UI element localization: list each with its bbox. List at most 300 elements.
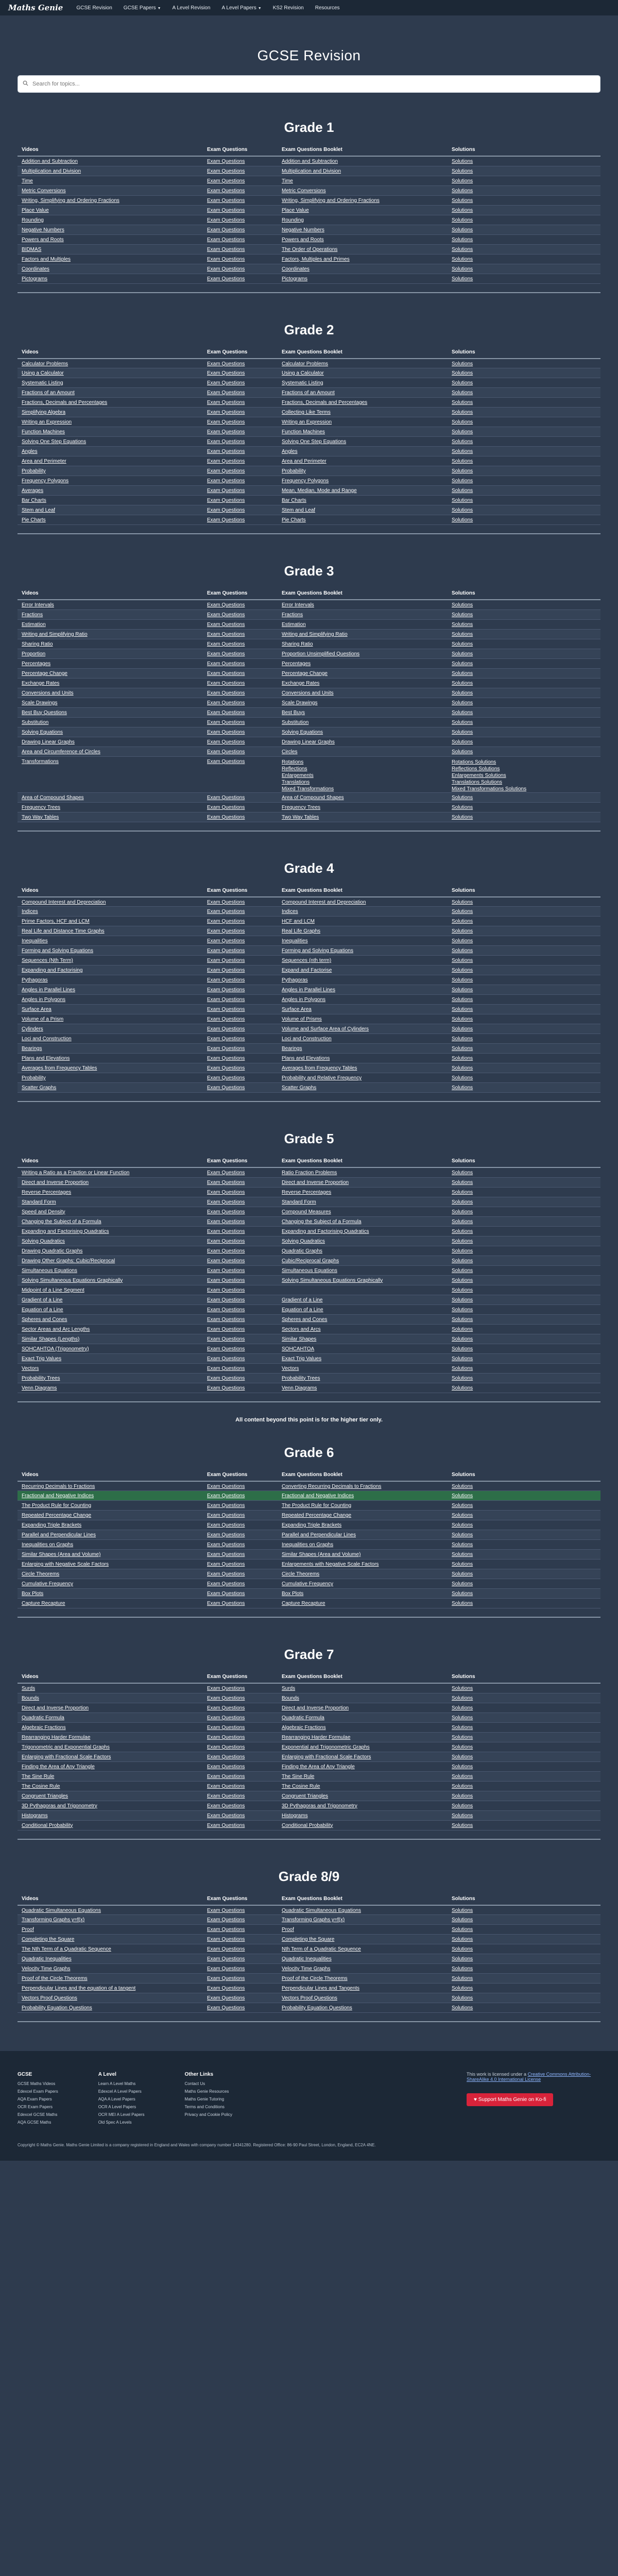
video-link[interactable]: Vectors: [22, 1365, 39, 1371]
video-link[interactable]: Compound Interest and Depreciation: [22, 899, 106, 905]
booklet-link[interactable]: Probability Equation Questions: [282, 2005, 352, 2011]
video-link[interactable]: Circle Theorems: [22, 1571, 60, 1577]
solutions-link[interactable]: Solutions: [452, 919, 473, 924]
video-link[interactable]: Writing an Expression: [22, 419, 72, 425]
booklet-link[interactable]: Conditional Probability: [282, 1822, 333, 1828]
solutions-link[interactable]: Solutions: [452, 729, 473, 735]
solutions-link[interactable]: Solutions: [452, 1199, 473, 1205]
exam-questions-link[interactable]: Exam Questions: [207, 1754, 245, 1760]
exam-questions-link[interactable]: Exam Questions: [207, 1007, 245, 1012]
booklet-link[interactable]: The Order of Operations: [282, 246, 338, 252]
booklet-link[interactable]: Expanding Triple Brackets: [282, 1522, 342, 1528]
footer-link[interactable]: Privacy and Cookie Policy: [184, 2112, 233, 2117]
solutions-link[interactable]: Solutions: [452, 1287, 473, 1293]
booklet-link[interactable]: Circles: [282, 749, 298, 755]
exam-questions-link[interactable]: Exam Questions: [207, 256, 245, 262]
video-link[interactable]: Changing the Subject of a Formula: [22, 1218, 101, 1225]
video-link[interactable]: Congruent Triangles: [22, 1793, 68, 1799]
solutions-link[interactable]: Solutions: [452, 1307, 473, 1313]
exam-questions-link[interactable]: Exam Questions: [207, 2005, 245, 2011]
exam-questions-link[interactable]: Exam Questions: [207, 1812, 245, 1819]
exam-questions-link[interactable]: Exam Questions: [207, 794, 245, 801]
video-link[interactable]: Solving One Step Equations: [22, 439, 87, 445]
booklet-link[interactable]: Surds: [282, 1686, 296, 1691]
video-link[interactable]: Exchange Rates: [22, 680, 60, 686]
exam-questions-link[interactable]: Exam Questions: [207, 498, 245, 503]
solutions-link[interactable]: Solutions: [452, 266, 473, 272]
booklet-link[interactable]: Direct and Inverse Proportion: [282, 1179, 349, 1185]
solutions-link[interactable]: Solutions: [452, 968, 473, 973]
footer-link[interactable]: Edexcel GCSE Maths: [18, 2112, 58, 2117]
video-link[interactable]: Enlarging with Negative Scale Factors: [22, 1562, 109, 1567]
booklet-link[interactable]: SOHCAHTOA: [282, 1346, 315, 1352]
booklet-link[interactable]: Enlargements: [282, 772, 314, 778]
solutions-link[interactable]: Solutions: [452, 1228, 473, 1234]
exam-questions-link[interactable]: Exam Questions: [207, 1297, 245, 1303]
exam-questions-link[interactable]: Exam Questions: [207, 217, 245, 223]
solutions-link[interactable]: Solutions: [452, 1822, 473, 1828]
video-link[interactable]: Prime Factors, HCF and LCM: [22, 919, 90, 924]
solutions-link[interactable]: Solutions: [452, 958, 473, 963]
booklet-link[interactable]: Volume and Surface Area of Cylinders: [282, 1026, 369, 1032]
solutions-link[interactable]: Solutions: [452, 246, 473, 252]
booklet-link[interactable]: The Sine Rule: [282, 1773, 315, 1780]
booklet-link[interactable]: Spheres and Cones: [282, 1316, 328, 1323]
solutions-link[interactable]: Solutions: [452, 517, 473, 523]
solutions-link[interactable]: Solutions: [452, 459, 473, 464]
booklet-link[interactable]: Venn Diagrams: [282, 1385, 317, 1391]
booklet-link[interactable]: Multiplication and Division: [282, 168, 341, 174]
solutions-link[interactable]: Solutions: [452, 1218, 473, 1225]
exam-questions-link[interactable]: Exam Questions: [207, 1503, 245, 1509]
exam-questions-link[interactable]: Exam Questions: [207, 1483, 245, 1489]
video-link[interactable]: Probability: [22, 468, 46, 474]
booklet-link[interactable]: Pythagoras: [282, 977, 308, 983]
video-link[interactable]: Histograms: [22, 1812, 48, 1819]
exam-questions-link[interactable]: Exam Questions: [207, 1822, 245, 1828]
video-link[interactable]: Perpendicular Lines and the equation of a tangent: [22, 1986, 136, 1991]
booklet-link[interactable]: Expand and Factorise: [282, 968, 332, 973]
booklet-link[interactable]: Box Plots: [282, 1591, 304, 1597]
exam-questions-link[interactable]: Exam Questions: [207, 1036, 245, 1042]
solutions-link[interactable]: Solutions: [452, 1966, 473, 1972]
exam-questions-link[interactable]: Exam Questions: [207, 439, 245, 445]
exam-questions-link[interactable]: Exam Questions: [207, 1793, 245, 1799]
exam-questions-link[interactable]: Exam Questions: [207, 390, 245, 396]
video-link[interactable]: Pythagoras: [22, 977, 48, 983]
exam-questions-link[interactable]: Exam Questions: [207, 1385, 245, 1391]
exam-questions-link[interactable]: Exam Questions: [207, 478, 245, 484]
booklet-link[interactable]: Volume of Prisms: [282, 1016, 322, 1022]
video-link[interactable]: Solving Equations: [22, 729, 63, 735]
solutions-link[interactable]: Solutions: [452, 1493, 473, 1499]
exam-questions-link[interactable]: Exam Questions: [207, 1209, 245, 1215]
donate-button[interactable]: ♥ Support Maths Genie on Ko-fi: [467, 2093, 553, 2106]
booklet-link[interactable]: Sharing Ratio: [282, 641, 313, 647]
booklet-link[interactable]: The Product Rule for Counting: [282, 1503, 352, 1509]
solutions-link[interactable]: Solutions: [452, 804, 473, 810]
video-link[interactable]: Velocity Time Graphs: [22, 1966, 71, 1972]
booklet-link[interactable]: Gradient of a Line: [282, 1297, 323, 1303]
video-link[interactable]: Transforming Graphs y=f(x): [22, 1917, 85, 1923]
video-link[interactable]: SOHCAHTOA (Trigonometry): [22, 1346, 89, 1352]
exam-questions-link[interactable]: Exam Questions: [207, 361, 245, 367]
booklet-link[interactable]: Exact Trig Values: [282, 1355, 322, 1362]
nav-ks2-revision[interactable]: KS2 Revision: [272, 5, 304, 11]
video-link[interactable]: Surds: [22, 1686, 36, 1691]
exam-questions-link[interactable]: Exam Questions: [207, 680, 245, 686]
exam-questions-link[interactable]: Exam Questions: [207, 739, 245, 745]
solutions-link[interactable]: Solutions: [452, 1695, 473, 1701]
exam-questions-link[interactable]: Exam Questions: [207, 1715, 245, 1721]
booklet-link[interactable]: Solving One Step Equations: [282, 439, 347, 445]
exam-questions-link[interactable]: Exam Questions: [207, 1316, 245, 1323]
booklet-link[interactable]: Time: [282, 178, 293, 184]
booklet-link[interactable]: Percentages: [282, 660, 311, 667]
video-link[interactable]: Trigonometric and Exponential Graphs: [22, 1744, 110, 1750]
solutions-link[interactable]: Solutions: [452, 168, 473, 174]
solutions-link[interactable]: Mixed Transformations Solutions: [452, 786, 527, 792]
solutions-link[interactable]: Solutions: [452, 159, 473, 164]
solutions-link[interactable]: Solutions: [452, 1542, 473, 1548]
solutions-link[interactable]: Solutions: [452, 1258, 473, 1264]
exam-questions-link[interactable]: Exam Questions: [207, 968, 245, 973]
video-link[interactable]: Simplifying Algebra: [22, 410, 66, 415]
solutions-link[interactable]: Solutions: [452, 1793, 473, 1799]
solutions-link[interactable]: Solutions: [452, 1007, 473, 1012]
exam-questions-link[interactable]: Exam Questions: [207, 670, 245, 676]
video-link[interactable]: Spheres and Cones: [22, 1316, 67, 1323]
video-link[interactable]: Scatter Graphs: [22, 1085, 57, 1091]
solutions-link[interactable]: Solutions: [452, 478, 473, 484]
booklet-link[interactable]: Converting Recurring Decimals to Fractions: [282, 1483, 382, 1489]
booklet-link[interactable]: Capture Recapture: [282, 1601, 325, 1606]
video-link[interactable]: Cylinders: [22, 1026, 43, 1032]
solutions-link[interactable]: Solutions: [452, 977, 473, 983]
nav-gcse-revision[interactable]: GCSE Revision: [76, 5, 112, 11]
booklet-link[interactable]: Histograms: [282, 1812, 308, 1819]
solutions-link[interactable]: Solutions: [452, 1995, 473, 2001]
solutions-link[interactable]: Solutions: [452, 1316, 473, 1323]
solutions-link[interactable]: Solutions: [452, 390, 473, 396]
solutions-link[interactable]: Solutions: [452, 1056, 473, 1061]
exam-questions-link[interactable]: Exam Questions: [207, 400, 245, 405]
booklet-link[interactable]: Angles in Parallel Lines: [282, 987, 335, 993]
video-link[interactable]: Drawing Linear Graphs: [22, 739, 75, 745]
exam-questions-link[interactable]: Exam Questions: [207, 1927, 245, 1933]
solutions-link[interactable]: Solutions: [452, 361, 473, 367]
video-link[interactable]: Expanding and Factorising: [22, 968, 83, 973]
video-link[interactable]: Addition and Subtraction: [22, 159, 78, 164]
solutions-link[interactable]: Solutions: [452, 1591, 473, 1597]
booklet-link[interactable]: Cumulative Frequency: [282, 1581, 334, 1587]
solutions-link[interactable]: Solutions: [452, 987, 473, 993]
video-link[interactable]: Similar Shapes (Lengths): [22, 1336, 80, 1342]
solutions-link[interactable]: Solutions: [452, 909, 473, 914]
solutions-link[interactable]: Solutions: [452, 400, 473, 405]
exam-questions-link[interactable]: Exam Questions: [207, 1075, 245, 1081]
booklet-link[interactable]: Solving Quadratics: [282, 1238, 325, 1244]
solutions-link[interactable]: Solutions: [452, 1375, 473, 1381]
booklet-link[interactable]: Stem and Leaf: [282, 507, 316, 513]
booklet-link[interactable]: Writing, Simplifying and Ordering Fractions: [282, 197, 380, 204]
booklet-link[interactable]: Pictograms: [282, 276, 308, 282]
footer-link[interactable]: Maths Genie Resources: [184, 2089, 229, 2094]
booklet-link[interactable]: Pie Charts: [282, 517, 306, 523]
solutions-link[interactable]: Solutions: [452, 227, 473, 233]
booklet-link[interactable]: Fractions, Decimals and Percentages: [282, 400, 368, 405]
video-link[interactable]: Expanding Triple Brackets: [22, 1522, 82, 1528]
booklet-link[interactable]: Indices: [282, 909, 298, 914]
solutions-link[interactable]: Solutions: [452, 1075, 473, 1081]
booklet-link[interactable]: Plans and Elevations: [282, 1056, 330, 1061]
exam-questions-link[interactable]: Exam Questions: [207, 1046, 245, 1052]
exam-questions-link[interactable]: Exam Questions: [207, 1258, 245, 1264]
booklet-link[interactable]: Using a Calculator: [282, 370, 324, 376]
booklet-link[interactable]: Estimation: [282, 621, 306, 628]
booklet-link[interactable]: Translations: [282, 779, 310, 785]
solutions-link[interactable]: Solutions: [452, 602, 473, 608]
video-link[interactable]: Averages: [22, 488, 44, 494]
exam-questions-link[interactable]: Exam Questions: [207, 1238, 245, 1244]
exam-questions-link[interactable]: Exam Questions: [207, 899, 245, 905]
solutions-link[interactable]: Solutions: [452, 1917, 473, 1923]
video-link[interactable]: Midpoint of a Line Segment: [22, 1287, 84, 1293]
video-link[interactable]: Plans and Elevations: [22, 1056, 70, 1061]
solutions-link[interactable]: Solutions: [452, 1907, 473, 1913]
solutions-link[interactable]: Solutions: [452, 1734, 473, 1740]
solutions-link[interactable]: Solutions: [452, 1562, 473, 1567]
exam-questions-link[interactable]: Exam Questions: [207, 1228, 245, 1234]
video-link[interactable]: Vectors Proof Questions: [22, 1995, 77, 2001]
solutions-link[interactable]: Solutions: [452, 719, 473, 725]
video-link[interactable]: Conversions and Units: [22, 690, 74, 696]
solutions-link[interactable]: Solutions: [452, 178, 473, 184]
booklet-link[interactable]: Quadratic Graphs: [282, 1248, 322, 1254]
video-link[interactable]: Bearings: [22, 1046, 42, 1052]
booklet-link[interactable]: Angles in Polygons: [282, 997, 326, 1003]
video-link[interactable]: Best Buy Questions: [22, 709, 67, 716]
booklet-link[interactable]: Drawing Linear Graphs: [282, 739, 335, 745]
exam-questions-link[interactable]: Exam Questions: [207, 1591, 245, 1597]
video-link[interactable]: Area of Compound Shapes: [22, 794, 84, 801]
exam-questions-link[interactable]: Exam Questions: [207, 987, 245, 993]
video-link[interactable]: Equation of a Line: [22, 1307, 63, 1313]
video-link[interactable]: Writing and Simplifying Ratio: [22, 631, 88, 637]
solutions-link[interactable]: Solutions: [452, 1715, 473, 1721]
exam-questions-link[interactable]: Exam Questions: [207, 997, 245, 1003]
video-link[interactable]: Solving Quadratics: [22, 1238, 65, 1244]
exam-questions-link[interactable]: Exam Questions: [207, 380, 245, 386]
exam-questions-link[interactable]: Exam Questions: [207, 641, 245, 647]
booklet-link[interactable]: Quadratic Simultaneous Equations: [282, 1907, 361, 1913]
video-link[interactable]: 3D Pythagoras and Trigonometry: [22, 1803, 97, 1809]
exam-questions-link[interactable]: Exam Questions: [207, 1179, 245, 1185]
footer-link[interactable]: AQA GCSE Maths: [18, 2120, 52, 2125]
solutions-link[interactable]: Solutions: [452, 429, 473, 435]
video-link[interactable]: Drawing Quadratic Graphs: [22, 1248, 83, 1254]
exam-questions-link[interactable]: Exam Questions: [207, 159, 245, 164]
solutions-link[interactable]: Solutions: [452, 1365, 473, 1371]
footer-link[interactable]: Maths Genie Tutoring: [184, 2097, 225, 2102]
solutions-link[interactable]: Solutions: [452, 380, 473, 386]
exam-questions-link[interactable]: Exam Questions: [207, 1966, 245, 1972]
video-link[interactable]: Quadratic Simultaneous Equations: [22, 1907, 101, 1913]
video-link[interactable]: Negative Numbers: [22, 227, 64, 233]
exam-questions-link[interactable]: Exam Questions: [207, 1016, 245, 1022]
solutions-link[interactable]: Solutions: [452, 1927, 473, 1933]
booklet-link[interactable]: Substitution: [282, 719, 309, 725]
solutions-link[interactable]: Solutions: [452, 660, 473, 667]
booklet-link[interactable]: Reflections: [282, 766, 307, 772]
booklet-link[interactable]: Vectors: [282, 1365, 299, 1371]
exam-questions-link[interactable]: Exam Questions: [207, 197, 245, 204]
exam-questions-link[interactable]: Exam Questions: [207, 1218, 245, 1225]
solutions-link[interactable]: Enlargements Solutions: [452, 772, 506, 778]
exam-questions-link[interactable]: Exam Questions: [207, 1562, 245, 1567]
exam-questions-link[interactable]: Exam Questions: [207, 1783, 245, 1789]
solutions-link[interactable]: Solutions: [452, 997, 473, 1003]
video-link[interactable]: Percentages: [22, 660, 51, 667]
solutions-link[interactable]: Solutions: [452, 1189, 473, 1195]
exam-questions-link[interactable]: Exam Questions: [207, 507, 245, 513]
solutions-link[interactable]: Solutions: [452, 1326, 473, 1332]
solutions-link[interactable]: Solutions: [452, 928, 473, 934]
exam-questions-link[interactable]: Exam Questions: [207, 1946, 245, 1952]
video-link[interactable]: Transformations: [22, 758, 59, 765]
solutions-link[interactable]: Solutions: [452, 1783, 473, 1789]
exam-questions-link[interactable]: Exam Questions: [207, 1307, 245, 1313]
nav-a-level-papers[interactable]: A Level Papers ▼: [221, 5, 262, 11]
exam-questions-link[interactable]: Exam Questions: [207, 1986, 245, 1991]
video-link[interactable]: Completing the Square: [22, 1937, 75, 1942]
booklet-link[interactable]: Simultaneous Equations: [282, 1267, 337, 1274]
exam-questions-link[interactable]: Exam Questions: [207, 1199, 245, 1205]
exam-questions-link[interactable]: Exam Questions: [207, 1346, 245, 1352]
exam-questions-link[interactable]: Exam Questions: [207, 1601, 245, 1606]
solutions-link[interactable]: Solutions: [452, 938, 473, 944]
booklet-link[interactable]: Calculator Problems: [282, 361, 329, 367]
solutions-link[interactable]: Solutions: [452, 1355, 473, 1362]
exam-questions-link[interactable]: Exam Questions: [207, 719, 245, 725]
solutions-link[interactable]: Solutions: [452, 468, 473, 474]
booklet-link[interactable]: Quadratic Inequalities: [282, 1956, 332, 1962]
footer-link[interactable]: Edexcel Exam Papers: [18, 2089, 58, 2094]
exam-questions-link[interactable]: Exam Questions: [207, 631, 245, 637]
exam-questions-link[interactable]: Exam Questions: [207, 690, 245, 696]
booklet-link[interactable]: Fractional and Negative Indices: [282, 1493, 354, 1499]
exam-questions-link[interactable]: Exam Questions: [207, 1493, 245, 1499]
booklet-link[interactable]: Probability Trees: [282, 1375, 320, 1381]
video-link[interactable]: Surface Area: [22, 1007, 52, 1012]
solutions-link[interactable]: Solutions: [452, 1297, 473, 1303]
solutions-link[interactable]: Solutions: [452, 1946, 473, 1952]
footer-link[interactable]: OCR A Level Papers: [98, 2105, 136, 2109]
exam-questions-link[interactable]: Exam Questions: [207, 419, 245, 425]
solutions-link[interactable]: Solutions: [452, 207, 473, 213]
nav-resources[interactable]: Resources: [315, 5, 340, 11]
exam-questions-link[interactable]: Exam Questions: [207, 749, 245, 755]
solutions-link[interactable]: Solutions: [452, 641, 473, 647]
footer-link[interactable]: Old Spec A Levels: [98, 2120, 132, 2125]
booklet-link[interactable]: Place Value: [282, 207, 309, 213]
solutions-link[interactable]: Translations Solutions: [452, 779, 503, 785]
booklet-link[interactable]: Conversions and Units: [282, 690, 334, 696]
solutions-link[interactable]: Solutions: [452, 749, 473, 755]
video-link[interactable]: Parallel and Perpendicular Lines: [22, 1532, 96, 1538]
solutions-link[interactable]: Solutions: [452, 498, 473, 503]
solutions-link[interactable]: Solutions: [452, 1976, 473, 1981]
exam-questions-link[interactable]: Exam Questions: [207, 1917, 245, 1923]
exam-questions-link[interactable]: Exam Questions: [207, 1695, 245, 1701]
footer-link[interactable]: AQA Exam Papers: [18, 2097, 52, 2102]
video-link[interactable]: Standard Form: [22, 1199, 56, 1205]
booklet-link[interactable]: Frequency Polygons: [282, 478, 329, 484]
solutions-link[interactable]: Solutions: [452, 1571, 473, 1577]
exam-questions-link[interactable]: Exam Questions: [207, 1724, 245, 1731]
exam-questions-link[interactable]: Exam Questions: [207, 758, 245, 765]
video-link[interactable]: Writing a Ratio as a Fraction or Linear Function: [22, 1170, 130, 1176]
booklet-link[interactable]: Function Machines: [282, 429, 325, 435]
video-link[interactable]: Fractional and Negative Indices: [22, 1493, 94, 1499]
solutions-link[interactable]: Solutions: [452, 948, 473, 954]
video-link[interactable]: Similar Shapes (Area and Volume): [22, 1552, 101, 1557]
booklet-link[interactable]: Exchange Rates: [282, 680, 320, 686]
booklet-link[interactable]: Surface Area: [282, 1007, 312, 1012]
booklet-link[interactable]: Changing the Subject of a Formula: [282, 1218, 362, 1225]
video-link[interactable]: Time: [22, 178, 33, 184]
video-link[interactable]: Systematic Listing: [22, 380, 63, 386]
booklet-link[interactable]: Finding the Area of Any Triangle: [282, 1764, 355, 1770]
exam-questions-link[interactable]: Exam Questions: [207, 236, 245, 243]
nav-a-level-revision[interactable]: A Level Revision: [172, 5, 211, 11]
video-link[interactable]: Writing, Simplifying and Ordering Fractions: [22, 197, 119, 204]
solutions-link[interactable]: Solutions: [452, 1248, 473, 1254]
video-link[interactable]: Real Life and Distance Time Graphs: [22, 928, 105, 934]
solutions-link[interactable]: Solutions: [452, 1209, 473, 1215]
exam-questions-link[interactable]: Exam Questions: [207, 1686, 245, 1691]
booklet-link[interactable]: Equation of a Line: [282, 1307, 323, 1313]
solutions-link[interactable]: Solutions: [452, 1937, 473, 1942]
exam-questions-link[interactable]: Exam Questions: [207, 621, 245, 628]
exam-questions-link[interactable]: Exam Questions: [207, 1532, 245, 1538]
video-link[interactable]: Conditional Probability: [22, 1822, 73, 1828]
video-link[interactable]: Venn Diagrams: [22, 1385, 57, 1391]
booklet-link[interactable]: Fractions of an Amount: [282, 390, 335, 396]
video-link[interactable]: Estimation: [22, 621, 46, 628]
booklet-link[interactable]: The Cosine Rule: [282, 1783, 320, 1789]
video-link[interactable]: Area and Perimeter: [22, 459, 66, 464]
booklet-link[interactable]: Area and Perimeter: [282, 459, 327, 464]
video-link[interactable]: Forming and Solving Equations: [22, 948, 93, 954]
booklet-link[interactable]: Parallel and Perpendicular Lines: [282, 1532, 356, 1538]
exam-questions-link[interactable]: Exam Questions: [207, 938, 245, 944]
booklet-link[interactable]: Solving Equations: [282, 729, 323, 735]
booklet-link[interactable]: Enlargements with Negative Scale Factors: [282, 1562, 379, 1567]
solutions-link[interactable]: Solutions: [452, 621, 473, 628]
video-link[interactable]: Angles in Parallel Lines: [22, 987, 75, 993]
video-link[interactable]: Exact Trig Values: [22, 1355, 62, 1362]
video-link[interactable]: Coordinates: [22, 266, 49, 272]
solutions-link[interactable]: Solutions: [452, 1601, 473, 1606]
booklet-link[interactable]: Best Buys: [282, 709, 305, 716]
solutions-link[interactable]: Solutions: [452, 1754, 473, 1760]
exam-questions-link[interactable]: Exam Questions: [207, 804, 245, 810]
solutions-link[interactable]: Solutions: [452, 188, 473, 194]
booklet-link[interactable]: Expanding and Factorising Quadratics: [282, 1228, 369, 1234]
booklet-link[interactable]: Reverse Percentages: [282, 1189, 332, 1195]
solutions-link[interactable]: Solutions: [452, 1346, 473, 1352]
